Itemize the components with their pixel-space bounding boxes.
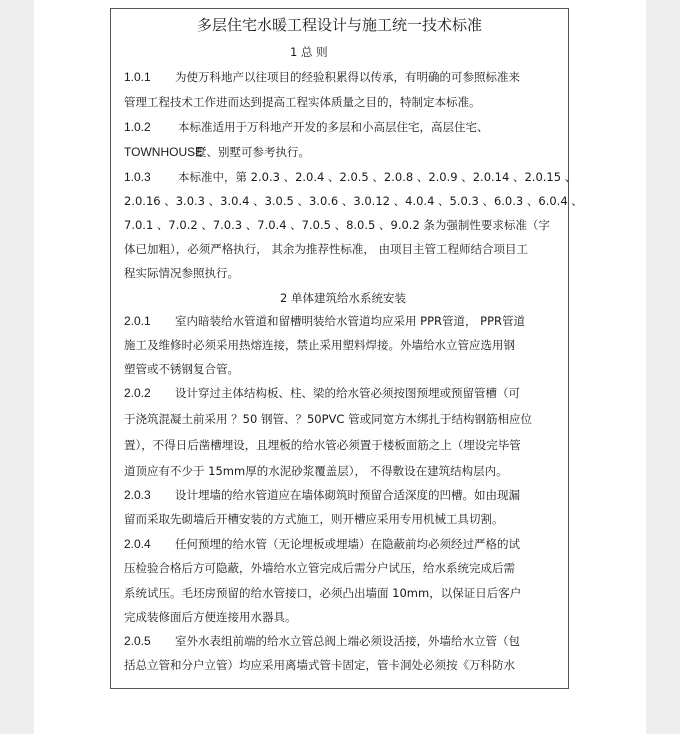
document-title: 多层住宅水暖工程设计与施工统一技术标准 [196, 16, 482, 34]
section-heading-2: 2 单体建筑给水系统安装 [280, 291, 406, 305]
clause-number: 2.0.4 [124, 537, 151, 551]
paragraph-line: 本标准适用于万科地产开发的多层和小高层住宅，高层住宅、 [178, 120, 489, 134]
paragraph-line: 系统试压。毛坯房预留的给水管接口，必须凸出墙面 10mm，以保证日后客户 [124, 586, 522, 600]
paragraph-line: 程实际情况参照执行。 [124, 266, 239, 280]
clause-number: 1.0.2 [124, 120, 151, 134]
paragraph-line: 为使万科地产以往项目的经验积累得以传承，有明确的可参照标准来 [175, 70, 520, 84]
clause-number: 1.0.3 [124, 170, 151, 184]
section-heading-1: 1 总 则 [290, 45, 328, 59]
clause-number: 2.0.2 [124, 386, 151, 400]
clause-number: 2.0.3 [124, 488, 151, 502]
paragraph-line: 室外水表组前端的给水立管总阀上端必须设活接，外墙给水立管（包 [175, 634, 520, 648]
paragraph-line: 7.0.1 、7.0.2 、7.0.3 、7.0.4 、7.0.5 、8.0.5 、9.0.2 条为强制性要求标准（字 [124, 218, 550, 232]
paragraph-line: 完成装修面后方便连接用水器具。 [124, 610, 297, 624]
paragraph-line: 压检验合格后方可隐蔽，外墙给水立管完成后需分户试压，给水系统完成后需 [124, 561, 515, 575]
paragraph-line: 本标准中，第 2.0.3 、2.0.4 、2.0.5 、2.0.8 、2.0.9 、2.0.14 、2.0.15 、 [178, 170, 577, 184]
paragraph-line: 置），不得日后凿槽埋设，且埋板的给水管必须置于楼板面筋之上（埋设完毕管 [124, 438, 521, 452]
paragraph-line: 施工及维修时必须采用热熔连接，禁止采用塑料焊接。外墙给水立管应选用钢 [124, 338, 515, 352]
paragraph-line: 塑管或不锈钢复合管。 [124, 362, 239, 376]
paragraph-line: 括总立管和分户立管）均应采用离墙式管卡固定，管卡洞处必须按《万科防水 [124, 658, 515, 672]
paragraph-line: 2.0.16 、3.0.3 、3.0.4 、3.0.5 、3.0.6 、3.0.12 、4.0.4 、5.0.3 、6.0.3 、6.0.4 、 [124, 194, 583, 208]
paragraph-line: 设计埋墙的给水管道应在墙体砌筑时预留合适深度的凹槽。如由现漏 [175, 488, 520, 502]
paragraph-line: 墅、别墅可参考执行。 [195, 145, 310, 159]
paragraph-line: 任何预埋的给水管（无论埋板或埋墙）在隐蔽前均必须经过严格的试 [175, 537, 520, 551]
paragraph-line: 设计穿过主体结构板、柱、梁的给水管必须按图预埋或预留管槽（可 [175, 386, 520, 400]
paragraph-line: 道顶应有不少于 15mm厚的水泥砂浆覆盖层）， 不得敷设在建筑结构层内。 [124, 464, 508, 478]
paragraph-line: 体已加粗），必须严格执行， 其余为推荐性标准， 由项目主管工程师结合项目工 [124, 242, 529, 256]
paragraph-line: 室内暗装给水管道和留槽明装给水管道均应采用 PPR管道， PPR管道 [175, 314, 526, 328]
clause-number: 2.0.1 [124, 314, 151, 328]
paragraph-line: 管理工程技术工作进而达到提高工程实体质量之目的，特制定本标准。 [124, 95, 481, 109]
paragraph-line: 留而采取先砌墙后开槽安装的方式施工，则开槽应采用专用机械工具切割。 [124, 512, 504, 526]
paragraph-term: TOWNHOUSE [124, 145, 204, 159]
clause-number: 1.0.1 [124, 70, 151, 84]
paragraph-line: 于浇筑混凝土前采用 ？50 钢管、？50PVC 管或同宽方木绑扎于结构钢筋相应位 [124, 412, 533, 426]
clause-number: 2.0.5 [124, 634, 151, 648]
